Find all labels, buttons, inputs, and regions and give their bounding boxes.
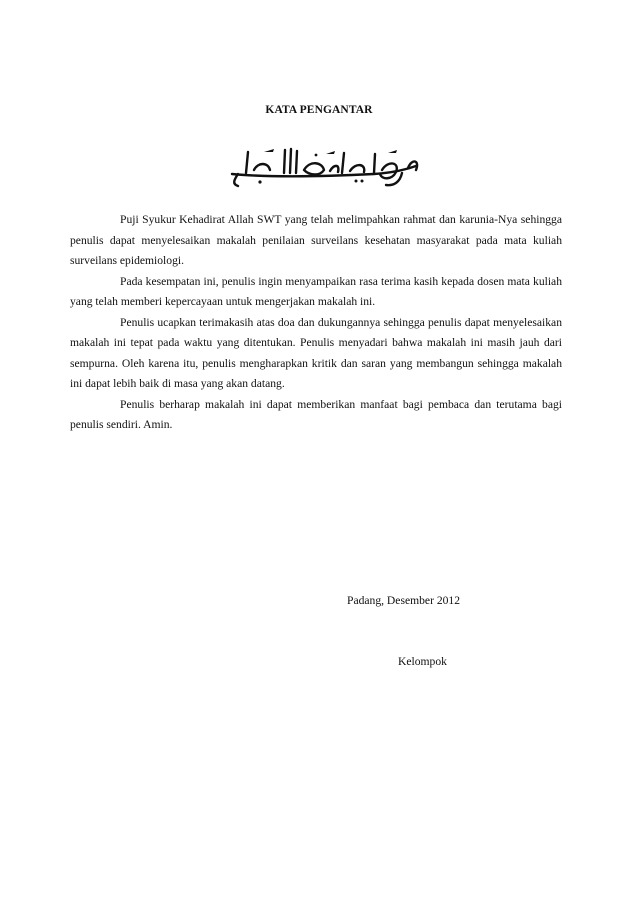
paragraph: Puji Syukur Kehadirat Allah SWT yang telah melimpahkan rahmat dan karunia-Nya sehingga penulis dapat menyelesaikan makalah penilaian surveilans kesehatan masyarakat pada mata kuliah surveilans epidemiologi. — [70, 213, 562, 267]
paragraph: Penulis ucapkan terimakasih atas doa dan dukungannya sehingga penulis dapat menyelesaikan makalah ini tepat pada waktu yang ditentukan. Penulis menyadari bahwa makalah ini masih jauh dari sempurna. Oleh karena itu, penulis mengharapkan kritik dan saran yang membangun sehingga makalah ini dapat lebih baik di masa yang akan datang. — [70, 315, 562, 390]
paragraph: Penulis berharap makalah ini dapat memberikan manfaat bagi pembaca dan terutama bagi penulis sendiri. Amin. — [70, 397, 562, 431]
body-text — [70, 210, 562, 436]
bismillah-calligraphy-icon — [224, 140, 424, 190]
page-title: KATA PENGANTAR — [265, 104, 373, 116]
author-signature: Kelompok — [398, 655, 447, 668]
place-date: Padang, Desember 2012 — [347, 594, 461, 607]
paragraph: Pada kesempatan ini, penulis ingin menyampaikan rasa terima kasih kepada dosen mata kuliah yang telah memberi kepercayaan untuk mengerjakan makalah ini. — [70, 274, 562, 308]
